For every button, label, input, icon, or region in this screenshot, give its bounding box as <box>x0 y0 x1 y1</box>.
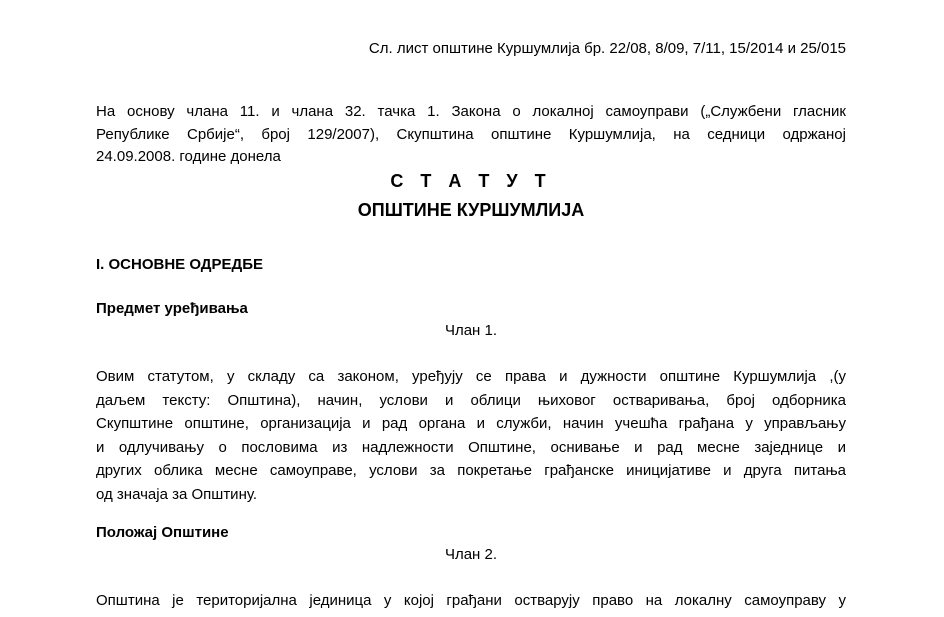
preamble-line: Републике Србије“, број 129/2007), Скупштина општине Куршумлија, на седници одржаној <box>96 125 846 143</box>
paragraph-line: и одлучивању о пословима из надлежности Општине, оснивање и рад месне заједнице и <box>96 438 846 456</box>
paragraph-line: Општина је територијална јединица у којој грађани остварују право на локалну самоуправу у <box>96 592 846 609</box>
section-heading: I. ОСНОВНЕ ОДРЕДБЕ <box>96 256 263 273</box>
preamble-line: На основу члана 11. и члана 32. тачка 1. Закона о локалној самоуправи („Службени гласник <box>96 103 846 120</box>
article-1-subheading: Предмет уређивања <box>96 300 248 317</box>
article-1-label: Члан 1. <box>444 322 498 339</box>
paragraph-line: Овим статутом, у складу са законом, уређују се права и дужности општине Куршумлија ,(у <box>96 368 846 385</box>
article-1-paragraph <box>96 365 846 506</box>
preamble-line: 24.09.2008. године донела <box>96 148 281 165</box>
preamble-paragraph <box>96 101 846 169</box>
document-title: С Т А Т У Т <box>390 171 552 191</box>
article-2-subheading: Положај Општине <box>96 524 229 541</box>
document-subtitle: ОПШТИНЕ КУРШУМЛИЈА <box>357 200 585 220</box>
paragraph-line: даљем тексту: Општина), начин, услови и облици њиховог остваривања, број одборника <box>96 391 846 409</box>
paragraph-line: од значаја за Општину. <box>96 485 258 503</box>
article-2-label: Члан 2. <box>444 546 498 563</box>
gazette-reference: Сл. лист општине Куршумлија бр. 22/08, 8/09, 7/11, 15/2014 и 25/015 <box>368 40 846 57</box>
paragraph-line: Скупштине општине, организација и рад органа и служби, начин учешћа грађана у управљању <box>96 415 846 432</box>
paragraph-line: других облика месне самоуправе, услови за покретање грађанске иницијативе и друга питања <box>96 462 846 479</box>
article-2-paragraph <box>96 589 846 613</box>
